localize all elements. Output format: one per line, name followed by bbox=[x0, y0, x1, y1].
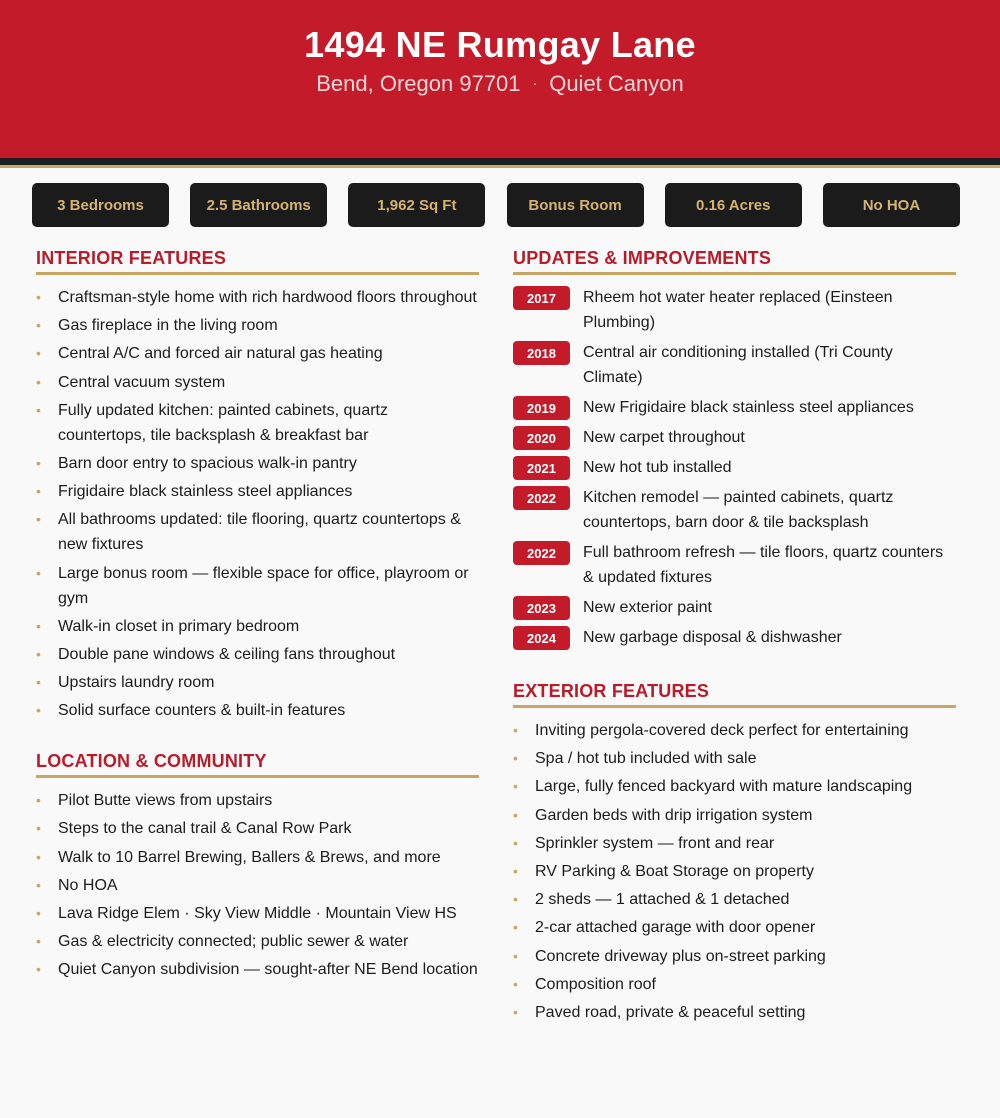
separator-dot: · bbox=[532, 75, 538, 91]
list-item-text: Gas & electricity connected; public sewer & water bbox=[58, 933, 409, 951]
bullet-icon: • bbox=[36, 674, 41, 691]
list-item-text: Central A/C and forced air natural gas heating bbox=[58, 345, 383, 363]
list-item-text: No HOA bbox=[58, 876, 118, 894]
update-row bbox=[513, 425, 956, 450]
list-item bbox=[513, 774, 956, 799]
bullet-icon: • bbox=[36, 876, 41, 893]
list-item bbox=[513, 859, 956, 884]
update-text: Full bathroom refresh — tile floors, quartz counters & updated fixtures bbox=[583, 544, 944, 586]
bullet-icon: • bbox=[36, 933, 41, 950]
year-badge: 2019 bbox=[513, 396, 570, 420]
bullet-icon: • bbox=[36, 454, 41, 471]
list-item bbox=[36, 398, 479, 448]
location-community-section bbox=[36, 750, 479, 982]
update-text: New garbage disposal & dishwasher bbox=[583, 629, 842, 646]
bullet-icon: • bbox=[513, 806, 518, 823]
badge-bonus-room: Bonus Room bbox=[507, 183, 644, 227]
update-text: New exterior paint bbox=[583, 599, 712, 616]
bullet-icon: • bbox=[513, 891, 518, 908]
section-title-interior: INTERIOR FEATURES bbox=[36, 247, 479, 275]
bullet-icon: • bbox=[36, 317, 41, 334]
bullet-icon: • bbox=[36, 345, 41, 362]
update-row bbox=[513, 455, 956, 480]
list-item bbox=[513, 915, 956, 940]
bullet-icon: • bbox=[36, 961, 41, 978]
update-text: New carpet throughout bbox=[583, 429, 745, 446]
list-item-text: Concrete driveway plus on-street parking bbox=[535, 947, 826, 965]
bullet-icon: • bbox=[513, 1003, 518, 1020]
update-row bbox=[513, 540, 956, 590]
bullet-icon: • bbox=[36, 820, 41, 837]
neighborhood-name: Quiet Canyon bbox=[549, 71, 684, 96]
list-item bbox=[36, 670, 479, 695]
updates-improvements-section bbox=[513, 247, 956, 650]
year-badge: 2017 bbox=[513, 286, 570, 310]
list-item bbox=[36, 507, 479, 557]
list-item-text: Large bonus room — flexible space for office, playroom or gym bbox=[58, 564, 469, 607]
list-item bbox=[36, 561, 479, 611]
update-row bbox=[513, 485, 956, 535]
badge-square-feet: 1,962 Sq Ft bbox=[348, 183, 485, 227]
list-item bbox=[36, 341, 479, 366]
year-badge: 2023 bbox=[513, 596, 570, 620]
badge-bathrooms: 2.5 Bathrooms bbox=[190, 183, 327, 227]
list-item-text: Central vacuum system bbox=[58, 373, 226, 391]
header-banner bbox=[0, 0, 1000, 158]
year-badge: 2022 bbox=[513, 486, 570, 510]
list-item bbox=[36, 698, 479, 723]
list-item bbox=[36, 285, 479, 310]
interior-features-section bbox=[36, 247, 479, 723]
left-column bbox=[36, 247, 479, 1028]
bullet-icon: • bbox=[36, 401, 41, 418]
list-item bbox=[36, 313, 479, 338]
updates-list bbox=[513, 285, 956, 650]
list-item-text: Solid surface counters & built-in features bbox=[58, 702, 346, 720]
update-row bbox=[513, 395, 956, 420]
update-row bbox=[513, 595, 956, 620]
list-item-text: All bathrooms updated: tile flooring, quartz countertops & new fixtures bbox=[58, 511, 461, 554]
list-item-text: Walk to 10 Barrel Brewing, Ballers & Brews, and more bbox=[58, 848, 441, 866]
section-title-exterior: EXTERIOR FEATURES bbox=[513, 680, 956, 708]
year-badge: 2018 bbox=[513, 341, 570, 365]
bullet-icon: • bbox=[36, 905, 41, 921]
update-text: New Frigidaire black stainless steel appliances bbox=[583, 399, 914, 416]
list-item bbox=[36, 929, 479, 954]
badge-hoa: No HOA bbox=[823, 183, 960, 227]
update-row bbox=[513, 625, 956, 650]
year-badge: 2022 bbox=[513, 541, 570, 565]
list-item-text: Gas fireplace in the living room bbox=[58, 317, 278, 335]
list-item-text: Quiet Canyon subdivision — sought-after NE Bend location bbox=[58, 961, 478, 979]
list-item-text: Double pane windows & ceiling fans throughout bbox=[58, 645, 396, 663]
content-columns bbox=[0, 247, 1000, 1028]
bullet-icon: • bbox=[513, 862, 518, 879]
bullet-icon: • bbox=[36, 511, 41, 528]
list-item-text: Barn door entry to spacious walk-in pantry bbox=[58, 454, 357, 472]
list-item bbox=[513, 887, 956, 912]
list-item bbox=[513, 1000, 956, 1025]
bullet-icon: • bbox=[36, 617, 41, 634]
list-item bbox=[36, 845, 479, 870]
list-item-text: Inviting pergola-covered deck perfect for entertaining bbox=[535, 722, 909, 739]
bullet-icon: • bbox=[36, 792, 41, 809]
bullet-icon: • bbox=[513, 975, 518, 992]
list-item-text: Large, fully fenced backyard with mature landscaping bbox=[535, 778, 913, 796]
list-item-text: Steps to the canal trail & Canal Row Park bbox=[58, 820, 352, 838]
list-item-text: Composition roof bbox=[535, 975, 656, 993]
list-item-text: 2-car attached garage with door opener bbox=[535, 919, 816, 937]
bullet-icon: • bbox=[36, 373, 41, 390]
list-item bbox=[36, 901, 479, 926]
bullet-icon: • bbox=[36, 564, 41, 581]
list-item-text: Walk-in closet in primary bedroom bbox=[58, 617, 300, 635]
list-item-text: Fully updated kitchen: painted cabinets, quartz countertops, tile backsplash & breakfast bar bbox=[58, 401, 388, 444]
year-badge: 2021 bbox=[513, 456, 570, 480]
bullet-icon: • bbox=[513, 947, 518, 964]
list-item-text: 2 sheds — 1 attached & 1 detached bbox=[535, 891, 790, 909]
list-item bbox=[513, 831, 956, 856]
update-row bbox=[513, 340, 956, 390]
list-item bbox=[513, 803, 956, 828]
update-text: Central air conditioning installed (Tri County Climate) bbox=[583, 344, 893, 386]
list-item-text: RV Parking & Boat Storage on property bbox=[535, 862, 814, 880]
list-item-text: Lava Ridge Elem · Sky View Middle · Mountain View HS bbox=[58, 905, 457, 922]
list-item bbox=[36, 642, 479, 667]
list-item bbox=[513, 944, 956, 969]
list-item bbox=[36, 957, 479, 982]
bullet-icon: • bbox=[36, 483, 41, 500]
bullet-icon: • bbox=[36, 289, 41, 305]
list-item bbox=[36, 451, 479, 476]
bullet-icon: • bbox=[36, 848, 41, 865]
update-row bbox=[513, 285, 956, 335]
bullet-icon: • bbox=[513, 919, 518, 936]
section-title-updates: UPDATES & IMPROVEMENTS bbox=[513, 247, 956, 275]
bullet-icon: • bbox=[513, 722, 518, 738]
year-badge: 2020 bbox=[513, 426, 570, 450]
property-address-title: 1494 NE Rumgay Lane bbox=[304, 24, 696, 65]
list-item bbox=[36, 370, 479, 395]
list-item-text: Sprinkler system — front and rear bbox=[535, 834, 775, 852]
list-item-text: Pilot Butte views from upstairs bbox=[58, 792, 273, 810]
list-item-text: Craftsman-style home with rich hardwood floors throughout bbox=[58, 289, 477, 306]
list-item bbox=[513, 718, 956, 743]
badge-acres: 0.16 Acres bbox=[665, 183, 802, 227]
bullet-icon: • bbox=[36, 645, 41, 662]
list-item-text: Spa / hot tub included with sale bbox=[535, 750, 757, 768]
list-item bbox=[36, 816, 479, 841]
update-text: Kitchen remodel — painted cabinets, quartz countertops, barn door & tile backsplash bbox=[583, 489, 894, 531]
update-text: New hot tub installed bbox=[583, 459, 732, 476]
section-title-location: LOCATION & COMMUNITY bbox=[36, 750, 479, 778]
list-item-text: Garden beds with drip irrigation system bbox=[535, 806, 813, 824]
right-column bbox=[513, 247, 956, 1028]
list-item bbox=[513, 972, 956, 997]
property-subtitle bbox=[0, 70, 1000, 100]
bullet-icon: • bbox=[513, 750, 518, 767]
interior-list bbox=[36, 285, 479, 723]
list-item-text: Frigidaire black stainless steel appliances bbox=[58, 483, 353, 501]
update-text: Rheem hot water heater replaced (Einsteen Plumbing) bbox=[583, 289, 893, 331]
header-divider-dark bbox=[0, 158, 1000, 165]
exterior-features-section bbox=[513, 680, 956, 1025]
bullet-icon: • bbox=[513, 778, 518, 795]
year-badge: 2024 bbox=[513, 626, 570, 650]
list-item bbox=[36, 873, 479, 898]
exterior-list bbox=[513, 718, 956, 1025]
list-item-text: Paved road, private & peaceful setting bbox=[535, 1003, 806, 1021]
location-list bbox=[36, 788, 479, 982]
bullet-icon: • bbox=[36, 702, 41, 719]
badge-bedrooms: 3 Bedrooms bbox=[32, 183, 169, 227]
list-item-text: Upstairs laundry room bbox=[58, 674, 215, 692]
list-item bbox=[513, 746, 956, 771]
bullet-icon: • bbox=[513, 834, 518, 851]
key-facts-bar bbox=[0, 168, 1000, 227]
list-item bbox=[36, 788, 479, 813]
list-item bbox=[36, 614, 479, 639]
city-state-zip: Bend, Oregon 97701 bbox=[316, 71, 521, 96]
list-item bbox=[36, 479, 479, 504]
